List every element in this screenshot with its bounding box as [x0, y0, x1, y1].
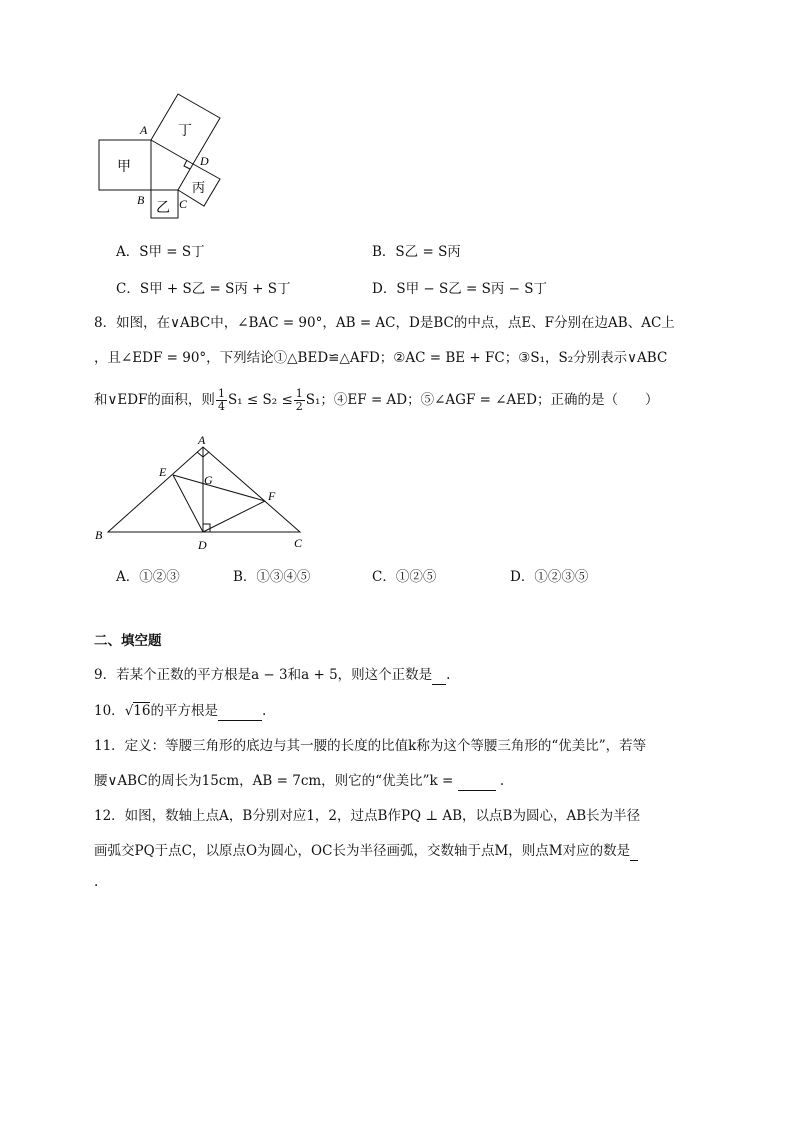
figure-squares: [95, 90, 225, 222]
q12-answer-blank[interactable]: [630, 845, 638, 861]
q10-answer-blank[interactable]: [218, 705, 262, 721]
q9-end: .: [446, 667, 451, 683]
q10-number: 10．: [94, 703, 125, 719]
q9-line: [94, 665, 450, 685]
q7-option-d: D．S甲 − S乙 = S丙 − S丁: [372, 281, 547, 297]
label-a: A: [140, 123, 148, 137]
q11-line-1: 11．定义：等腰三角形的底边与其一腰的长度的比值k称为这个等腰三角形的“优美比”，若等: [94, 738, 647, 754]
segment-df: [203, 501, 265, 532]
q10-text: 的平方根是: [150, 703, 218, 719]
q8-line-2: ，且∠EDF = 90°，下列结论①△BED≌△AFD；②AC = BE + FC；③S₁，S₂分别表示∨ABC: [94, 350, 668, 366]
label-c: C: [294, 536, 303, 550]
q7-option-c: C．S甲 + S乙 = S丙 + S丁: [116, 281, 291, 297]
segment-ef: [173, 475, 265, 501]
q11-answer-blank[interactable]: [458, 775, 496, 791]
q10-end: .: [261, 703, 267, 719]
q7-option-b: B．S乙 = S丙: [372, 244, 461, 260]
sqrt-sign: √: [124, 703, 134, 719]
q8-option-c: C．①②⑤: [372, 569, 437, 585]
fraction-numerator: 1: [295, 387, 303, 400]
q8-line-3-mid: S₁ ≤ S₂ ≤: [227, 392, 293, 408]
q8-line-3-post: S₁；④EF = AD；⑤∠AGF = ∠AED；正确的是（ ）: [305, 392, 659, 408]
label-jia: 甲: [117, 159, 131, 175]
label-yi: 乙: [156, 200, 170, 216]
fraction-numerator: 1: [217, 387, 225, 400]
q9-text: 9．若某个正数的平方根是a − 3和a + 5，则这个正数是: [94, 667, 433, 683]
label-a: A: [198, 433, 206, 447]
q8-option-a: A．①②③: [116, 569, 180, 585]
section-title: 二、填空题: [94, 633, 162, 649]
q7-option-a: A．S甲 = S丁: [116, 244, 205, 260]
q8-line-1: 8．如图，在∨ABC中，∠BAC = 90°，AB = AC，D是BC的中点，点E、F分别在边AB、AC上: [94, 315, 675, 331]
q12-text: 画弧交PQ于点C，以原点O为圆心，OC长为半径画弧，交数轴于点M，则点M对应的数是: [94, 843, 631, 859]
q10-line: [94, 701, 266, 721]
label-ding: 丁: [178, 123, 192, 139]
fraction-one-half: [294, 388, 305, 413]
q10-radicand: 16: [133, 703, 151, 719]
label-d: D: [200, 154, 209, 168]
q8-option-b: B．①③④⑤: [233, 569, 311, 585]
q12-line-2: [94, 841, 638, 861]
label-c: C: [179, 197, 188, 211]
q8-line-3-pre: 和∨EDF的面积，则: [94, 392, 215, 408]
q12-line-1: 12．如图，数轴上点A，B分别对应1，2，过点B作PQ ⊥ AB，以点B为圆心，AB长为半径: [94, 808, 641, 824]
label-bing: 丙: [192, 181, 206, 196]
label-g: G: [204, 473, 213, 487]
figure-triangle: [90, 432, 315, 552]
segment-de: [173, 475, 203, 532]
q12-line-3: .: [94, 874, 99, 890]
fraction-denominator: 4: [217, 400, 225, 413]
label-e: E: [159, 465, 167, 479]
q11-text: 腰∨ABC的周长为15cm，AB = 7cm，则它的“优美比”k =: [94, 773, 454, 789]
label-b: B: [137, 193, 145, 207]
q11-line-2: [94, 771, 504, 791]
fraction-denominator: 2: [295, 400, 303, 413]
q9-answer-blank[interactable]: [432, 669, 446, 685]
q11-end: .: [499, 773, 505, 789]
label-d: D: [198, 538, 207, 552]
label-b: B: [95, 528, 103, 542]
fraction-one-quarter: [216, 388, 227, 413]
label-f: F: [268, 489, 276, 503]
q8-line-3: [94, 383, 658, 417]
q8-option-d: D．①②③⑤: [510, 569, 589, 585]
